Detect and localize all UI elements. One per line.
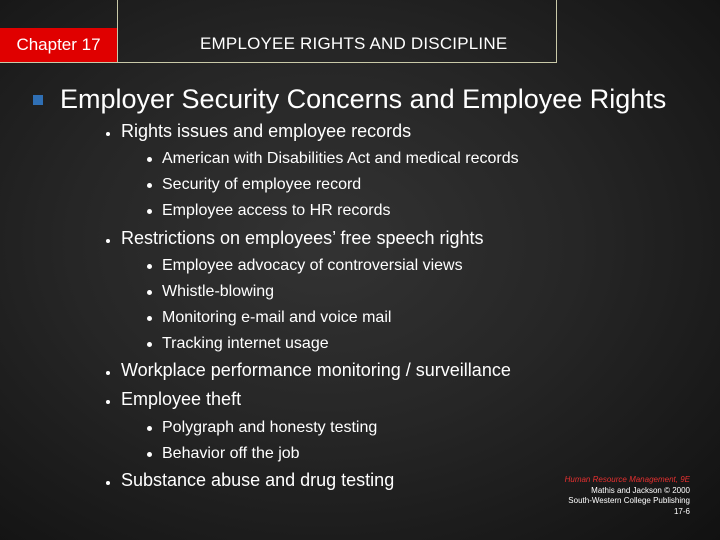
bullet-icon	[147, 209, 152, 214]
bullet-icon	[106, 400, 110, 404]
bullet-icon	[147, 157, 152, 162]
bullet-icon	[147, 290, 152, 295]
bullet-icon	[106, 132, 110, 136]
bullet-icon	[147, 183, 152, 188]
list-item: Workplace performance monitoring / surveillance	[121, 360, 511, 380]
bullet-icon	[147, 426, 152, 431]
list-item: Substance abuse and drug testing	[121, 470, 395, 490]
bullet-icon	[106, 239, 110, 243]
list-item: Security of employee record	[162, 176, 362, 193]
list-item: Employee access to HR records	[162, 202, 391, 219]
list-item: Monitoring e-mail and voice mail	[162, 309, 392, 326]
footer-credits	[565, 475, 690, 517]
list-item: Polygraph and honesty testing	[162, 419, 378, 436]
bullet-icon	[147, 316, 152, 321]
list-item: Rights issues and employee records	[121, 121, 412, 141]
header-divider-left	[117, 0, 118, 62]
square-bullet-icon	[33, 95, 43, 105]
slide-title: Employer Security Concerns and Employee Rights	[60, 84, 667, 114]
list-item: Whistle-blowing	[162, 283, 275, 300]
footer-book: Human Resource Management, 9E	[564, 475, 690, 484]
list-item: Tracking internet usage	[162, 335, 329, 352]
list-item: Restrictions on employees’ free speech rights	[121, 228, 484, 248]
footer-authors: Mathis and Jackson © 2000	[591, 485, 690, 495]
list-item: Employee theft	[121, 389, 242, 409]
list-item: Employee advocacy of controversial views	[162, 257, 463, 274]
list-item: American with Disabilities Act and medical records	[162, 150, 519, 167]
footer-publisher: South-Western College Publishing	[568, 496, 690, 505]
bullet-icon	[106, 481, 110, 485]
bullet-icon	[147, 342, 152, 347]
page-number: 17-6	[673, 506, 690, 516]
header-title: EMPLOYEE RIGHTS AND DISCIPLINE	[200, 34, 508, 53]
bullet-icon	[147, 264, 152, 269]
list-item: Behavior off the job	[162, 445, 300, 462]
header-divider-right	[556, 0, 557, 62]
bullet-icon	[106, 371, 110, 375]
chapter-label: Chapter 17	[0, 28, 117, 62]
header-rule	[0, 62, 557, 63]
bullet-icon	[147, 452, 152, 457]
